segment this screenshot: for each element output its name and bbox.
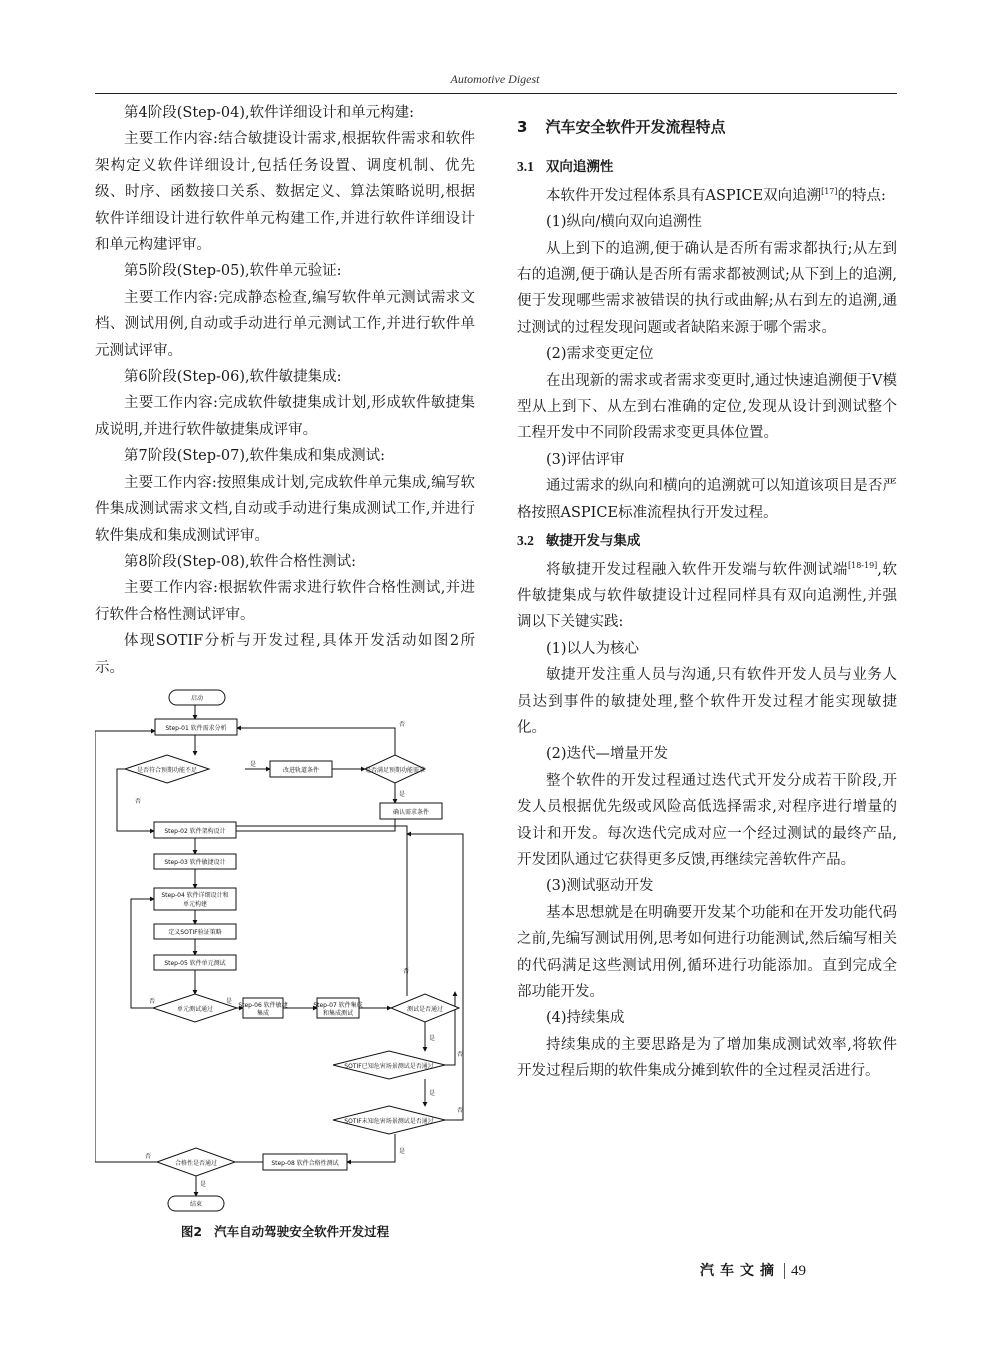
flow-label-no: 否 xyxy=(145,1153,152,1160)
flow-label-no: 否 xyxy=(457,1051,464,1058)
paragraph: 第6阶段(Step-06),软件敏捷集成: xyxy=(124,369,342,386)
flow-node-step01: Step-01 软件需求分析 xyxy=(165,725,227,732)
item-title: (2)需求变更定位 xyxy=(546,346,654,363)
flow-node-step04-line2: 单元构建 xyxy=(182,901,208,908)
item-title: (4)持续集成 xyxy=(546,1010,625,1027)
flow-decision-5: SOTIF已知危害场景测试是否通过 xyxy=(344,1063,434,1070)
flow-decision-4: 测试是否通过 xyxy=(406,1006,444,1013)
paragraph: 主要工作内容:完成软件敏捷集成计划,形成软件敏捷集成说明,并进行软件敏捷集成评审。 xyxy=(95,395,475,438)
figure-caption xyxy=(95,1222,475,1240)
flow-node-improve: 改进轨道条件 xyxy=(282,767,320,774)
flow-decision-7: 合格性是否通过 xyxy=(174,1160,218,1167)
flow-node-step07-line2: 和集成测试 xyxy=(322,1010,354,1017)
flow-label-no: 否 xyxy=(457,1107,464,1114)
paragraph: 第4阶段(Step-04),软件详细设计和单元构建: xyxy=(124,105,415,121)
flow-label-yes: 是 xyxy=(429,1035,436,1042)
paragraph: 持续集成的主要思路是为了增加集成测试效率,将软件开发过程后期的软件集成分摊到软件的全过程灵活进行。 xyxy=(517,1036,897,1080)
flow-label-yes: 是 xyxy=(250,761,257,768)
flow-node-step03: Step-03 软件敏捷设计 xyxy=(164,859,226,866)
paragraph: 主要工作内容:结合敏捷设计需求,根据软件需求和软件架构定义软件详细设计,包括任务设置、调度机制、优先级、时序、函数接口关系、数据定义、算法策略说明,根据软件详细设计进行软件单元构建工作,并进行软件详细设计和单元构建评审。 xyxy=(95,131,475,254)
paragraph: 主要工作内容:按照集成计划,完成软件单元集成,编写软件集成测试需求文档,自动或手动进行集成测试工作,并进行软件集成和集成测试评审。 xyxy=(95,474,475,544)
flow-decision-3: 单元测试通过 xyxy=(176,1006,214,1013)
citation: [17] xyxy=(821,186,838,196)
flow-node-step07-line1: Step-07 软件集成 xyxy=(313,1002,363,1009)
paragraph: 体现SOTIF分析与开发过程,具体开发活动如图2所示。 xyxy=(95,633,475,676)
subsection-heading: 3.2 敏捷开发与集成 xyxy=(517,533,641,550)
item-title: (3)测试驱动开发 xyxy=(546,878,654,895)
flow-node-step08: Step-08 软件合格性测试 xyxy=(271,1160,339,1167)
flow-node-step02: Step-02 软件架构设计 xyxy=(164,828,226,835)
page-number: 49 xyxy=(791,1263,806,1279)
footer-divider xyxy=(784,1263,785,1279)
paragraph: 从上到下的追溯,便于确认是否所有需求都执行;从左到右的追溯,便于确认是否所有需求都被测试;从下到上的追溯,便于发现哪些需求被错误的执行或曲解;从右到左的追溯,通过测试的过程发现问题或者缺陷来源于哪个需求。 xyxy=(517,240,897,336)
paragraph: 在出现新的需求或者需求变更时,通过快速追溯便于V模型从上到下、从左到右准确的定位,发现从设计到测试整个工程开发中不同阶段需求变更具体位置。 xyxy=(517,372,897,442)
flow-label-yes: 是 xyxy=(399,1148,406,1155)
paragraph: 通过需求的纵向和横向的追溯就可以知道该项目是否严格按照ASPICE标准流程执行开发过程。 xyxy=(517,478,897,521)
flow-node-end: 结束 xyxy=(189,1201,203,1208)
item-title: (1)纵向/横向双向追溯性 xyxy=(546,214,702,231)
flow-node-confirm: 确认需求条件 xyxy=(392,809,430,816)
paragraph: 将敏捷开发过程融入软件开发端与软件测试端[18-19],软件敏捷集成与软件敏捷设计过程同样具有双向追溯性,并强调以下关键实践: xyxy=(517,560,898,631)
flow-label-no: 否 xyxy=(403,968,410,975)
header-rule xyxy=(95,93,897,94)
flow-node-start: 启动 xyxy=(190,695,204,702)
page-footer xyxy=(700,1260,900,1280)
figure-number: 图2 xyxy=(180,1224,203,1239)
paragraph: 敏捷开发注重人员与沟通,只有软件开发人员与业务人员达到事件的敏捷处理,整个软件开发过程才能实现敏捷化。 xyxy=(517,667,897,736)
flow-label-no: 否 xyxy=(399,721,406,728)
paragraph: 整个软件的开发过程通过迭代式开发分成若干阶段,开发人员根据优先级或风险高低选择需求,对程序进行增量的设计和开发。每次迭代完成对应一个经过测试的最终产品,开发团队通过它获得更多反馈,再继续完善软件产品。 xyxy=(517,772,897,868)
paragraph: 主要工作内容:根据软件需求进行软件合格性测试,并进行软件合格性测试评审。 xyxy=(95,580,475,623)
flow-node-step04-line1: Step-04 软件详细设计和 xyxy=(161,892,229,899)
figure-title: 汽车自动驾驶安全软件开发过程 xyxy=(214,1224,390,1239)
flow-decision-2: 是否满足预期功能需求 xyxy=(364,767,426,774)
flow-decision-6: SOTIF未知危害场景测试是否通过 xyxy=(344,1118,434,1125)
paragraph: 第7阶段(Step-07),软件集成和集成测试: xyxy=(124,448,386,465)
item-title: (3)评估评审 xyxy=(546,451,625,468)
section-heading: 3 汽车安全软件开发流程特点 xyxy=(517,118,726,136)
flow-label-no: 否 xyxy=(135,798,142,805)
running-header: Automotive Digest xyxy=(450,72,540,86)
item-title: (1)以人为核心 xyxy=(546,640,640,657)
left-column xyxy=(95,100,475,681)
paragraph: 第8阶段(Step-08),软件合格性测试: xyxy=(124,553,357,570)
flow-label-yes: 是 xyxy=(226,998,233,1005)
paragraph: 基本思想就是在明确要开发某个功能和在开发功能代码之前,先编写测试用例,思考如何进行功能测试,然后编写相关的代码满足这些测试用例,循环进行功能添加。直到完成全部功能开发。 xyxy=(517,904,897,1000)
subsection-heading: 3.1 双向追溯性 xyxy=(517,159,614,176)
flow-label-no: 否 xyxy=(149,998,156,1005)
flow-node-step05: Step-05 软件单元测试 xyxy=(164,960,226,967)
citation: [18-19] xyxy=(847,560,878,570)
item-title: (2)迭代—增量开发 xyxy=(546,746,669,763)
flow-label-yes: 是 xyxy=(429,1090,436,1097)
flow-label-yes: 是 xyxy=(200,1181,207,1188)
right-column xyxy=(517,100,897,1085)
paragraph: 第5阶段(Step-05),软件单元验证: xyxy=(124,263,342,280)
flow-label-yes: 是 xyxy=(399,791,406,798)
paragraph: 本软件开发过程体系具有ASPICE双向追溯[17]的特点: xyxy=(546,186,886,204)
flow-decision-1: 是否符合预期功能不足 xyxy=(136,767,198,774)
journal-name: 汽车文摘 xyxy=(700,1263,780,1279)
flow-node-step06-line2: 集成 xyxy=(256,1010,270,1017)
flowchart-figure xyxy=(95,688,475,1218)
flow-node-step06-line1: Step-06 软件敏捷 xyxy=(238,1002,288,1009)
paragraph: 主要工作内容:完成静态检查,编写软件单元测试需求文档、测试用例,自动或手动进行单元测试工作,并进行软件单元测试评审。 xyxy=(95,289,475,359)
flow-node-sotif-strategy: 定义SOTIF验证策略 xyxy=(168,929,222,936)
